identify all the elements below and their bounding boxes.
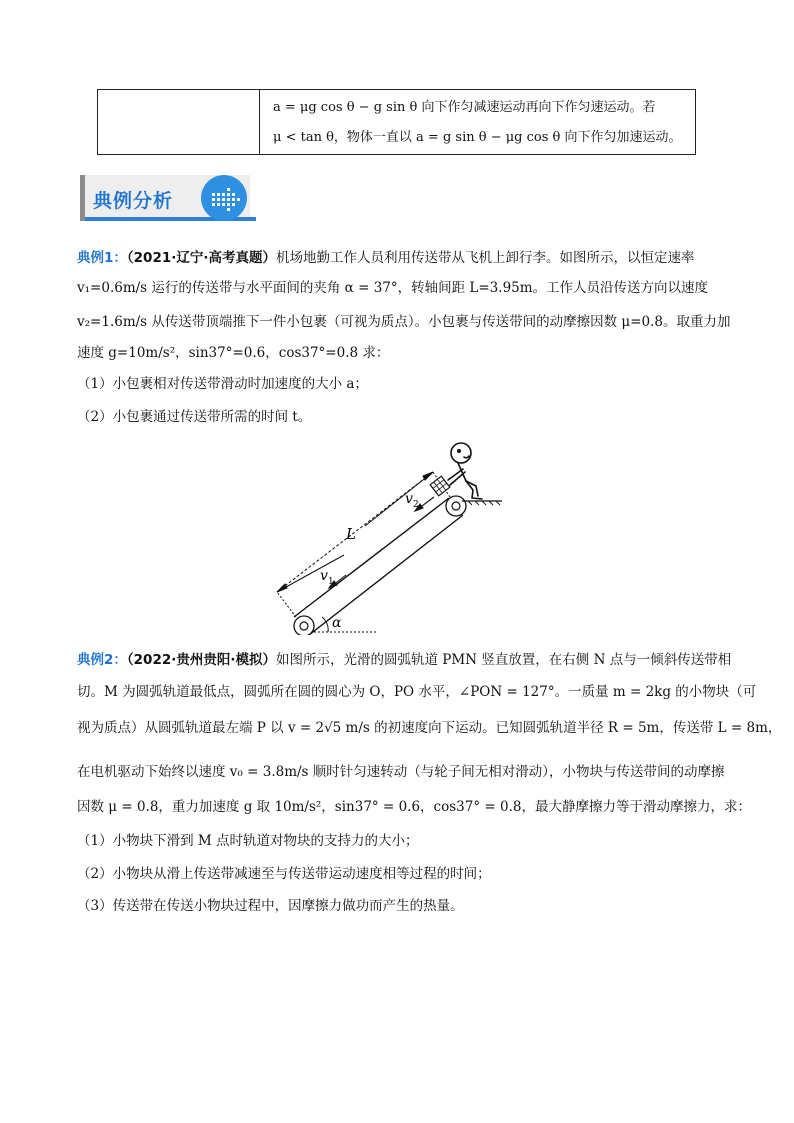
example2-line1-text: 如图所示，光滑的圆弧轨道 PMN 竖直放置，在右侧 N 点与一倾斜传送带相 [276,652,732,668]
bottom-roller [294,616,314,635]
example2-question-1: （1）小物块下滑到 M 点时轨道对物块的支持力的大小； [77,833,419,849]
example1-question-2: （2）小包裹通过传送带所需的时间 t。 [77,409,312,425]
example2-line-5: 因数 μ = 0.8，重力加速度 g 取 10m/s²，sin37° = 0.6，cos37° = 0.8，最大静摩擦力等于滑动摩擦力，求： [77,799,751,815]
label-v2-sub: 2 [413,500,419,510]
example2-question-2: （2）小物块从滑上传送带减速至与传送带运动速度相等过程的时间； [77,866,491,882]
example2-line-4: 在电机驱动下始终以速度 v₀ = 3.8m/s 顺时针匀速转动（与轮子间无相对滑动），小物块与传送带间的动摩擦 [77,764,725,780]
banner-title: 典例分析 [93,190,174,212]
arrow-dots-icon [200,174,248,222]
example1-line-1 [77,248,695,268]
conveyor-figure [262,435,522,635]
top-roller [446,496,466,516]
label-v1: v [320,568,328,584]
table-line-1: a = μg cos θ − g sin θ 向下作匀减速运动再向下作匀速运动。若 [273,100,656,115]
worker-icon [448,443,482,499]
example2-source: （2022·贵州贵阳·模拟） [126,652,276,668]
example2-line-1 [77,650,731,670]
example1-label: 典例1： [77,250,127,266]
example1-line-3: v₂=1.6m/s 从传送带顶端推下一件小包裹（可视为质点）。小包裹与传送带间的动摩擦因数 μ=0.8。取重力加 [77,314,731,330]
example1-question-1: （1）小包裹相对传送带滑动时加速度的大小 a； [77,376,368,392]
example2-question-3: （3）传送带在传送小物块过程中，因摩擦力做功而产生的热量。 [77,898,464,914]
label-v2: v [405,491,413,507]
label-L: L [346,525,356,543]
example1-line-2: v₁=0.6m/s 运行的传送带与水平面间的夹角 α = 37°，转轴间距 L=3.95m。工作人员沿传送方向以速度 [77,280,709,296]
conveyor-belt [294,498,463,635]
section-banner [80,170,256,228]
example1-line-4: 速度 g=10m/s²，sin37°=0.6，cos37°=0.8 求： [77,345,390,361]
example2-line-2: 切。M 为圆弧轨道最低点，圆弧所在圆的圆心为 O，PO 水平，∠PON = 127°。一质量 m = 2kg 的小物块（可 [77,684,757,700]
platform-hatch [468,501,500,505]
example2-label: 典例2： [77,652,127,668]
table-line-2: μ < tan θ，物体一直以 a = g sin θ − μg cos θ 向下作匀加速运动。 [273,130,682,145]
example2-line-3: 视为质点）从圆弧轨道最左端 P 以 v = 2√5 m/s 的初速度向下运动。已知圆弧轨道半径 R = 5m，传送带 L = 8m， [77,720,782,736]
table-divider [259,90,260,154]
example1-line1-text: 机场地勤工作人员利用传送带从飞机上卸行李。如图所示，以恒定速率 [276,250,695,266]
label-alpha: α [332,615,342,631]
example1-source: （2021·辽宁·高考真题） [126,250,276,266]
label-v1-sub: 1 [328,577,334,587]
formula-table [97,89,696,155]
